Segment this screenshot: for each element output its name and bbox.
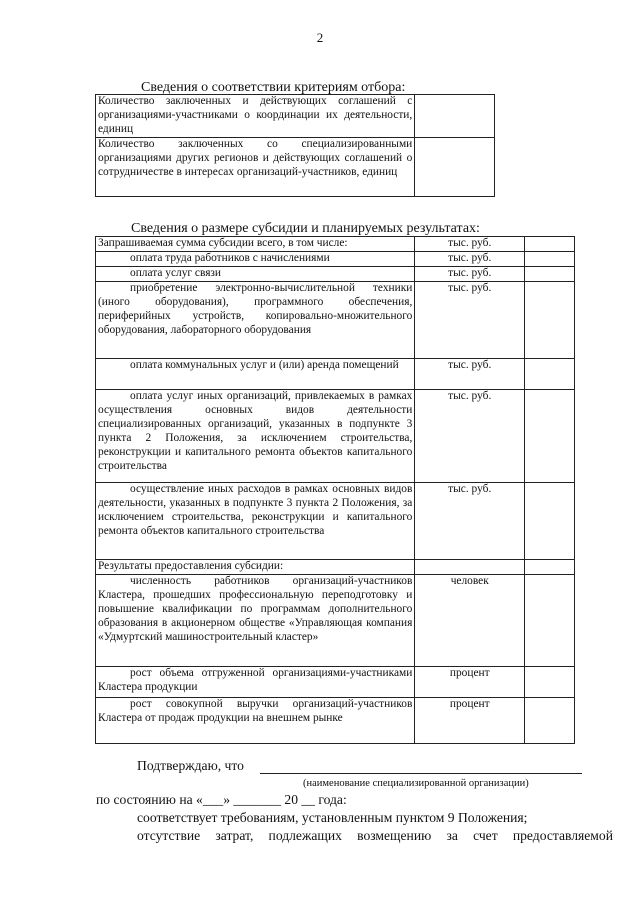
subsidy-value: [525, 252, 575, 267]
subsidy-unit: тыс. руб.: [415, 390, 525, 483]
subsidy-unit: тыс. руб.: [415, 252, 525, 267]
subsidy-value: [525, 560, 575, 575]
table-row: [96, 138, 495, 197]
criteria-row-2-text: Количество заключенных со специализированными организациями других регионов и действующих соглашений о сотрудничестве в интересах организаций-участников, единиц: [96, 138, 415, 197]
table-row: [96, 252, 575, 267]
table-row: [96, 483, 575, 560]
table-row: [96, 698, 575, 744]
table-row: [96, 667, 575, 698]
criteria-row-1-value: [415, 95, 495, 138]
subsidy-unit: тыс. руб.: [415, 237, 525, 252]
subsidy-item-label: оплата труда работников с начислениями: [96, 252, 415, 267]
subsidy-value: [525, 282, 575, 359]
subsidy-unit: тыс. руб.: [415, 267, 525, 282]
result-value: [525, 667, 575, 698]
table-row: [96, 359, 575, 390]
subsidy-unit: тыс. руб.: [415, 282, 525, 359]
confirm-lead: Подтверждаю, что: [137, 758, 244, 773]
organization-name-caption: (наименование специализированной организации): [303, 778, 529, 789]
expenses-paragraph: отсутствие затрат, подлежащих возмещению за счет предоставляемой: [137, 828, 613, 843]
results-label: Результаты предоставления субсидии:: [96, 560, 415, 575]
subsidy-unit: тыс. руб.: [415, 483, 525, 560]
result-value: [525, 698, 575, 744]
subsidy-value: [525, 237, 575, 252]
subsidy-value: [525, 390, 575, 483]
table-row: [96, 560, 575, 575]
subsidy-item-label: оплата услуг иных организаций, привлекаемых в рамках осуществления основных видов деятельности специализированных организаций, указанных в подпункте 3 пункта 2 Положения, за исключением строительства, реконструкции и капитального ремонта объектов капитального строительства: [96, 390, 415, 483]
result-unit: процент: [415, 698, 525, 744]
criteria-section-title: Сведения о соответствии критериям отбора:: [141, 80, 406, 95]
subsidy-section-title: Сведения о размере субсидии и планируемых результатах:: [131, 221, 480, 236]
subsidy-item-label: приобретение электронно-вычислительной техники (иного оборудования), программного обеспечения, периферийных устройств, копировально-множительного оборудования, лабораторного оборудования: [96, 282, 415, 359]
table-row: [96, 267, 575, 282]
subsidy-item-label: оплата коммунальных услуг и (или) аренда помещений: [96, 359, 415, 390]
organization-name-line[interactable]: [260, 773, 582, 774]
subsidy-value: [525, 267, 575, 282]
subsidy-table: [95, 236, 575, 744]
table-row: [96, 282, 575, 359]
result-unit: процент: [415, 667, 525, 698]
subsidy-unit: [415, 560, 525, 575]
result-item-label: численность работников организаций-участников Кластера, прошедших профессиональную переподготовку и повышение квалификации по программам дополнительного образования в акционерном обществе «Управляющая компания «Удмуртский машиностроительный кластер»: [96, 575, 415, 667]
result-item-label: рост объема отгруженной организациями-участниками Кластера продукции: [96, 667, 415, 698]
page-number: 2: [316, 30, 324, 45]
criteria-row-1-text: Количество заключенных и действующих соглашений с организациями-участниками о координации их деятельности, единиц: [96, 95, 415, 138]
subsidy-value: [525, 483, 575, 560]
subsidy-value: [525, 359, 575, 390]
subsidy-unit: тыс. руб.: [415, 359, 525, 390]
result-value: [525, 575, 575, 667]
table-row: [96, 575, 575, 667]
requirement-paragraph: соответствует требованиям, установленным пунктом 9 Положения;: [137, 810, 528, 825]
result-unit: человек: [415, 575, 525, 667]
table-row: [96, 390, 575, 483]
subsidy-total-label: Запрашиваемая сумма субсидии всего, в том числе:: [96, 237, 415, 252]
table-row: [96, 237, 575, 252]
table-row: [96, 95, 495, 138]
subsidy-item-label: оплата услуг связи: [96, 267, 415, 282]
result-item-label: рост совокупной выручки организаций-участников Кластера от продаж продукции на внешнем рынке: [96, 698, 415, 744]
criteria-table: [95, 94, 495, 197]
date-line: по состоянию на «___» _______ 20 __ года:: [96, 792, 347, 807]
subsidy-item-label: осуществление иных расходов в рамках основных видов деятельности, указанных в подпункте 3 пункта 2 Положения, за исключением строительства, реконструкции и капитального ремонта объектов капитального строительства: [96, 483, 415, 560]
criteria-row-2-value: [415, 138, 495, 197]
